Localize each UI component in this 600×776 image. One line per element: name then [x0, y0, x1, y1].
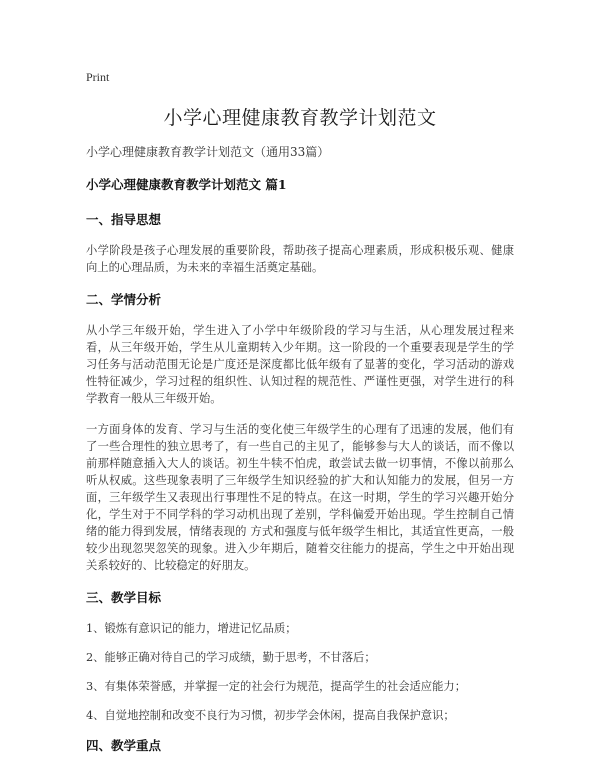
- document-subtitle: 小学心理健康教育教学计划范文（通用33篇）: [86, 145, 330, 159]
- article-heading: 小学心理健康教育教学计划范文 篇1: [86, 177, 287, 192]
- goal-item-4: 4、自觉地控制和改变不良行为习惯，初步学会休闲，提高自我保护意识；: [86, 709, 455, 722]
- section-heading-guiding: 一、指导思想: [86, 212, 162, 227]
- goal-item-1: 1、锻炼有意识记的能力，增进记忆品质；: [86, 622, 297, 635]
- goal-item-3: 3、有集体荣誉感，并掌握一定的社会行为规范，提高学生的社会适应能力；: [86, 680, 466, 693]
- section-heading-focus: 四、教学重点: [86, 738, 162, 753]
- analysis-paragraph-1: 从小学三年级开始，学生进入了小学中年级阶段的学习与生活，从心理发展过程来看，从三年级开始，学生从儿童期转入少年期。这一阶段的一个重要表现是学生的学习任务与活动范围无论是广度还是深度都比低年级有了显著的变化，学习活动的游戏性特征减少，学习过程的组织性、认知过程的规范性、严谨性更强，对学生进行的科学教育一般从三年级开始。: [86, 324, 514, 405]
- analysis-paragraph-2: 一方面身体的发育、学习与生活的变化使三年级学生的心理有了迅速的发展，他们有了一些合理性的独立思考了，有一些自己的主见了，能够参与大人的谈话，而不像以前那样随意插入大人的谈话。初生牛犊不怕虎，敢尝试去做一切事情，不像以前那么听从权威。这些现象表明了三年级学生知识经验的扩大和认知能力的发展，但另一方面，三年级学生又表现出行事理性不足的特点。在这一时期，学生的学习兴趣开始分化，学生对于不同学科的学习动机出现了差别，学科偏爱开始出现。学生控制自己情绪的能力得到发展，情绪表现的 方式和强度与低年级学生相比，其适宜性更高，一般较少出现忽哭忽笑的现象。进入少年期后，随着交往能力的提高，学生之中开始出现关系较好的、比较稳定的好朋友。: [86, 423, 514, 572]
- print-link[interactable]: Print: [86, 70, 110, 84]
- section-heading-analysis: 二、学情分析: [86, 292, 162, 307]
- guiding-paragraph: 小学阶段是孩子心理发展的重要阶段，帮助孩子提高心理素质，形成积极乐观、健康向上的心理品质，为未来的幸福生活奠定基础。: [86, 244, 514, 274]
- page-title: 小学心理健康教育教学计划范文: [163, 107, 437, 129]
- section-heading-goals: 三、教学目标: [86, 590, 162, 605]
- goal-item-2: 2、能够正确对待自己的学习成绩，勤于思考，不甘落后；: [86, 651, 376, 664]
